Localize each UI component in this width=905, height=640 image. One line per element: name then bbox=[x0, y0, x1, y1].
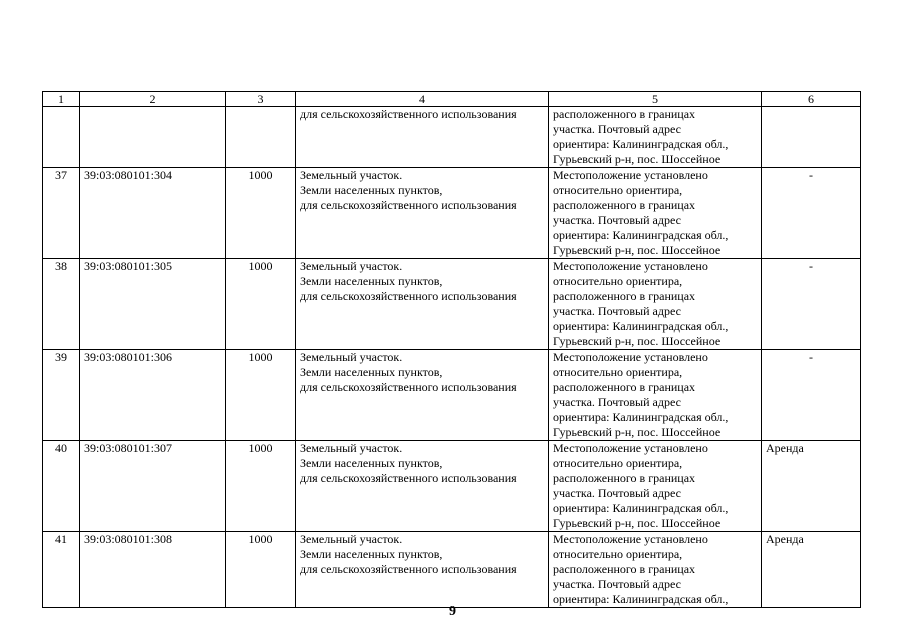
location-line: Гурьевский р-н, пос. Шоссейное bbox=[553, 516, 721, 530]
location-line: Местоположение установлено bbox=[553, 532, 708, 546]
location-line: Гурьевский р-н, пос. Шоссейное bbox=[553, 152, 721, 166]
row-number-cell: 37 bbox=[43, 168, 80, 259]
location-line: Гурьевский р-н, пос. Шоссейное bbox=[553, 334, 721, 348]
category-line: для сельскохозяйственного использования bbox=[300, 380, 517, 394]
location-line: ориентира: Калининградская обл., bbox=[553, 410, 729, 424]
column-header-6: 6 bbox=[762, 92, 861, 107]
category-line: Земли населенных пунктов, bbox=[300, 274, 443, 288]
area-cell: 1000 bbox=[226, 532, 296, 608]
row-number-cell: 40 bbox=[43, 441, 80, 532]
row-number-cell: 41 bbox=[43, 532, 80, 608]
location-line: относительно ориентира, bbox=[553, 365, 683, 379]
category-cell bbox=[296, 259, 549, 350]
category-cell bbox=[296, 168, 549, 259]
location-cell bbox=[549, 259, 762, 350]
location-line: Гурьевский р-н, пос. Шоссейное bbox=[553, 243, 721, 257]
category-line: для сельскохозяйственного использования bbox=[300, 471, 517, 485]
column-header-2: 2 bbox=[80, 92, 226, 107]
notes-cell bbox=[762, 107, 861, 168]
category-line: Земельный участок. bbox=[300, 532, 403, 546]
page-number: 9 bbox=[449, 604, 456, 619]
notes-cell: Аренда bbox=[762, 441, 861, 532]
location-line: относительно ориентира, bbox=[553, 183, 683, 197]
table-row bbox=[43, 350, 861, 441]
location-line: участка. Почтовый адрес bbox=[553, 122, 681, 136]
location-line: расположенного в границах bbox=[553, 107, 696, 121]
category-line: для сельскохозяйственного использования bbox=[300, 562, 517, 576]
row-number-cell: 38 bbox=[43, 259, 80, 350]
location-line: Местоположение установлено bbox=[553, 259, 708, 273]
location-cell bbox=[549, 168, 762, 259]
category-line: Земли населенных пунктов, bbox=[300, 365, 443, 379]
header-row bbox=[43, 92, 861, 107]
location-line: расположенного в границах bbox=[553, 380, 696, 394]
notes-cell: - bbox=[762, 350, 861, 441]
location-line: ориентира: Калининградская обл., bbox=[553, 319, 729, 333]
category-line: Земли населенных пунктов, bbox=[300, 456, 443, 470]
location-cell bbox=[549, 441, 762, 532]
location-line: участка. Почтовый адрес bbox=[553, 395, 681, 409]
category-line: Земли населенных пунктов, bbox=[300, 183, 443, 197]
location-cell bbox=[549, 350, 762, 441]
column-header-5: 5 bbox=[549, 92, 762, 107]
cadastral-number-cell: 39:03:080101:305 bbox=[80, 259, 226, 350]
cadastral-number-cell: 39:03:080101:307 bbox=[80, 441, 226, 532]
column-header-3: 3 bbox=[226, 92, 296, 107]
notes-cell: - bbox=[762, 259, 861, 350]
category-cell bbox=[296, 441, 549, 532]
notes-cell: Аренда bbox=[762, 532, 861, 608]
table-row bbox=[43, 168, 861, 259]
location-line: участка. Почтовый адрес bbox=[553, 213, 681, 227]
location-line: ориентира: Калининградская обл., bbox=[553, 137, 729, 151]
table-row bbox=[43, 532, 861, 608]
cadastral-number-cell: 39:03:080101:304 bbox=[80, 168, 226, 259]
land-plots-table bbox=[42, 91, 861, 608]
table-row bbox=[43, 259, 861, 350]
location-line: Местоположение установлено bbox=[553, 441, 708, 455]
location-line: расположенного в границах bbox=[553, 562, 696, 576]
column-header-4: 4 bbox=[296, 92, 549, 107]
category-line: Земли населенных пунктов, bbox=[300, 547, 443, 561]
location-line: участка. Почтовый адрес bbox=[553, 486, 681, 500]
row-number-cell bbox=[43, 107, 80, 168]
category-cell bbox=[296, 532, 549, 608]
area-cell: 1000 bbox=[226, 441, 296, 532]
location-line: относительно ориентира, bbox=[553, 456, 683, 470]
location-line: Гурьевский р-н, пос. Шоссейное bbox=[553, 425, 721, 439]
category-cell bbox=[296, 350, 549, 441]
location-line: расположенного в границах bbox=[553, 198, 696, 212]
location-line: расположенного в границах bbox=[553, 289, 696, 303]
location-cell bbox=[549, 107, 762, 168]
area-cell: 1000 bbox=[226, 350, 296, 441]
location-cell bbox=[549, 532, 762, 608]
category-line: Земельный участок. bbox=[300, 441, 403, 455]
area-cell: 1000 bbox=[226, 259, 296, 350]
location-line: участка. Почтовый адрес bbox=[553, 304, 681, 318]
category-line: для сельскохозяйственного использования bbox=[300, 289, 517, 303]
notes-cell: - bbox=[762, 168, 861, 259]
location-line: относительно ориентира, bbox=[553, 547, 683, 561]
continuation-row bbox=[43, 107, 861, 168]
location-line: относительно ориентира, bbox=[553, 274, 683, 288]
location-line: участка. Почтовый адрес bbox=[553, 577, 681, 591]
area-cell: 1000 bbox=[226, 168, 296, 259]
row-number-cell: 39 bbox=[43, 350, 80, 441]
location-line: Местоположение установлено bbox=[553, 350, 708, 364]
area-cell bbox=[226, 107, 296, 168]
category-line: для сельскохозяйственного использования bbox=[300, 107, 517, 121]
category-cell bbox=[296, 107, 549, 168]
table-row bbox=[43, 441, 861, 532]
category-line: Земельный участок. bbox=[300, 259, 403, 273]
column-header-1: 1 bbox=[43, 92, 80, 107]
location-line: ориентира: Калининградская обл., bbox=[553, 592, 729, 606]
location-line: ориентира: Калининградская обл., bbox=[553, 501, 729, 515]
location-line: расположенного в границах bbox=[553, 471, 696, 485]
cadastral-number-cell: 39:03:080101:306 bbox=[80, 350, 226, 441]
cadastral-number-cell: 39:03:080101:308 bbox=[80, 532, 226, 608]
category-line: Земельный участок. bbox=[300, 350, 403, 364]
category-line: для сельскохозяйственного использования bbox=[300, 198, 517, 212]
category-line: Земельный участок. bbox=[300, 168, 403, 182]
location-line: ориентира: Калининградская обл., bbox=[553, 228, 729, 242]
location-line: Местоположение установлено bbox=[553, 168, 708, 182]
cadastral-number-cell bbox=[80, 107, 226, 168]
